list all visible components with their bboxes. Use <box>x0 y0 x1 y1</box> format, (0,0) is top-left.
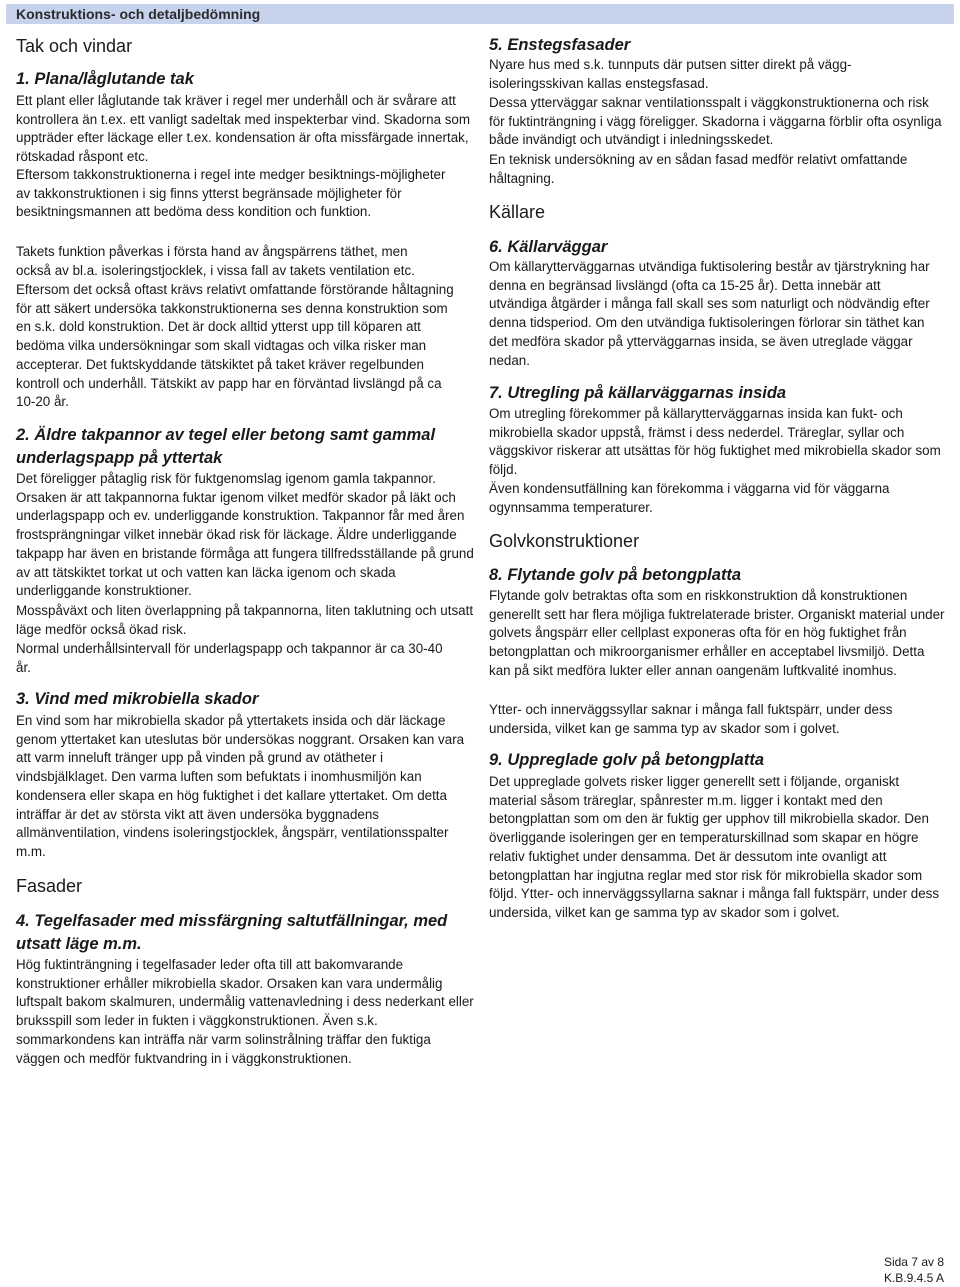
section-1-title: 1. Plana/låglutande tak <box>16 70 194 88</box>
section-5-paragraph-2: Dessa ytterväggar saknar ventilationsspalt i väggkonstruktionerna och risk för fuktinträngning i vägg föreligger. Skadorna i väggarna förblir ofta osynliga både invändigt och utvändigt i inledningsskedet. <box>489 95 942 148</box>
section-1-paragraph-1: Ett plant eller låglutande tak kräver i regel mer underhåll och är svårare att kontrollera än t.ex. ett vanligt sadeltak med inspekterbar vind. Skadorna som uppträder efter läckage eller t.ex. kondensation är ofta missfärgade innertak, rötskadad råspont etc. <box>16 93 471 165</box>
section-5-title: 5. Enstegsfasader <box>489 36 631 54</box>
section-1-paragraph-3: Takets funktion påverkas i första hand av ångspärrens täthet, men också av bl.a. isoleringstjocklek, i vissa fall av takets ventilation etc. <box>16 244 415 278</box>
section-6-title: 6. Källarväggar <box>489 238 608 256</box>
heading-golvkonstruktioner: Golvkonstruktioner <box>489 531 640 551</box>
heading-kallare: Källare <box>489 202 546 222</box>
section-header-bar <box>6 4 954 24</box>
section-4-title: 4. Tegelfasader med missfärgning saltutfällningar, med utsatt läge m.m. <box>16 912 448 953</box>
section-1-paragraph-2: Eftersom takkonstruktionerna i regel inte medger besiktnings-möjligheter av takkonstruktionen i sig finns ytterst begränsade möjligheter för besiktningsmannen att bedöma dess kondition och funktion. <box>16 167 446 220</box>
section-7-paragraph-1: Om utregling förekommer på källarytterväggarnas insida kan fukt- och mikrobiella skador uppstå, främst i dess nederdel. Träreglar, syllar och väggskivor riskerar att utsättas för hög fuktighet med mikrobiella skador som följd. <box>489 406 941 478</box>
document-code: K.B.9.4.5 A <box>883 1271 944 1285</box>
section-7-title: 7. Utregling på källarväggarnas insida <box>489 384 787 402</box>
section-8-paragraph-1: Flytande golv betraktas ofta som en riskkonstruktion då konstruktionen generellt sett har flera möjliga fuktrelaterade brister. Organiskt material under golvets ångspärr eller cellplast exponeras ofta för en hög fuktighet från betongplattan och mikroorganismer erhåller en acceptabel livsmiljö. Detta kan på sikt medföra lukter eller annan oangenäm luftkvalité inomhus. <box>489 588 945 678</box>
section-5-paragraph-1: Nyare hus med s.k. tunnputs där putsen sitter direkt på vägg-isoleringsskivan kallas enstegsfasad. <box>489 57 852 91</box>
section-2-title: 2. Äldre takpannor av tegel eller betong samt gammal underlagspapp på yttertak <box>16 426 436 467</box>
section-3-paragraph-1: En vind som har mikrobiella skador på yttertakets insida och där läckage genom yttertaket kan uteslutas bör undersökas noggrant. Orsaken kan vara att varm inneluft tränger upp på vinden på grund av otätheter i vindsbjälklaget. Den varma luften som befuktats i inomhusmiljön kan kondensera eller skapa en hög fuktighet i det kallare yttertaket. Om detta inträffar är det av största vikt att även undersöka byggnadens allmänventilation, vindens isoleringstjocklek, ångspärr, ventilationsspalter m.m. <box>16 713 465 859</box>
section-7-paragraph-2: Även kondensutfällning kan förekomma i väggarna vid för väggarna ogynnsamma temperaturer. <box>489 481 890 515</box>
section-6-paragraph-1: Om källarytterväggarnas utvändiga fuktisolering består av tjärstrykning har denna en begränsad livslängd (ofta ca 15-25 år). Detta innebär att utvändiga åtgärder i många fall skall ses som naturligt och nödvändig efter denna tidsperiod. Om den utvändiga fuktisoleringen förlorar sin täthet kan det medföra skador på ytterväggarnas insida, se även utreglade väggar nedan. <box>489 259 930 368</box>
section-1-paragraph-4: Eftersom det också oftast krävs relativt omfattande förstörande håltagning för att säkert undersöka takkonstruktionerna ses denna konstruktion som en s.k. dold konstruktion. Det är dock alltid ytterst upp till köparen att bedöma vilka undersökningar som skall vidtagas och vilka risker man accepterar. Det fuktskyddande tätskiktet på taket kräver regelbunden kontroll och underhåll. Tätskikt av papp har en förväntad livslängd på ca 10-20 år. <box>16 282 454 410</box>
section-2-paragraph-1: Det föreligger påtaglig risk för fuktgenomslag igenom gamla takpannor. Orsaken är att takpannorna fuktar igenom vilket medför skador på läkt och underlagspapp och ev. underliggande konstruktion. Takpannor får med åren frostsprängningar vilket innebär ökad risk för läckage. Äldre underliggande takpapp har även en bristande förmåga att fungera tillfredsställande på grund av att tätskiktet torkat ut och vatten kan läcka igenom och skada underliggande konstruktioner. <box>16 471 474 599</box>
section-header-title: Konstruktions- och detaljbedömning <box>16 6 261 22</box>
section-9-paragraph-1: Det uppreglade golvets risker ligger generellt sett i följande, organiskt material såsom träreglar, spånrester m.m. ligger i kontakt med den betongplattan som om den är fuktig ger upphov till mikrobiella skador. Den överliggande isoleringen ger en temperaturskillnad som skapar en högre relativ fuktighet under densamma. Det är dessutom inte ovanligt att betongplattan har ingjutna reglar med stor risk för mikrobiella skador som följd. Ytter- och innerväggssyllarna saknar i många fall fuktspärr, under dess undersida, vilket kan ge samma typ av skador som i golvet. <box>489 774 940 920</box>
section-2-paragraph-2: Mosspåväxt och liten överlappning på takpannorna, liten taklutning och utsatt läge medför också ökad risk. <box>16 603 474 637</box>
page-number: Sida 7 av 8 <box>883 1255 944 1269</box>
heading-fasader: Fasader <box>16 876 83 896</box>
section-4-paragraph-1: Hög fuktinträngning i tegelfasader leder ofta till att bakomvarande konstruktioner erhåller mikrobiella skador. Orsaken kan vara undermålig luftspalt bakom skalmuren, undermålig vattenavledning i dess nederkant eller bruksspill som leder in fukten i väggkonstruktionen. Även s.k. sommarkondens kan inträffa när varm solinstrålning träffar den fuktiga väggen och medför fuktvandring in i väggkonstruktionen. <box>16 957 474 1066</box>
heading-tak-och-vindar: Tak och vindar <box>16 36 133 56</box>
section-8-paragraph-2: Ytter- och innerväggssyllar saknar i många fall fuktspärr, under dess undersida, vilket kan ge samma typ av skador som i golvet. <box>489 702 893 736</box>
section-9-title: 9. Uppreglade golv på betongplatta <box>489 751 765 769</box>
section-8-title: 8. Flytande golv på betongplatta <box>489 566 742 584</box>
section-3-title: 3. Vind med mikrobiella skador <box>16 690 259 708</box>
section-2-paragraph-3: Normal underhållsintervall för underlagspapp och takpannor är ca 30-40 år. <box>16 641 443 675</box>
section-5-paragraph-3: En teknisk undersökning av en sådan fasad medför relativt omfattande håltagning. <box>489 152 908 186</box>
